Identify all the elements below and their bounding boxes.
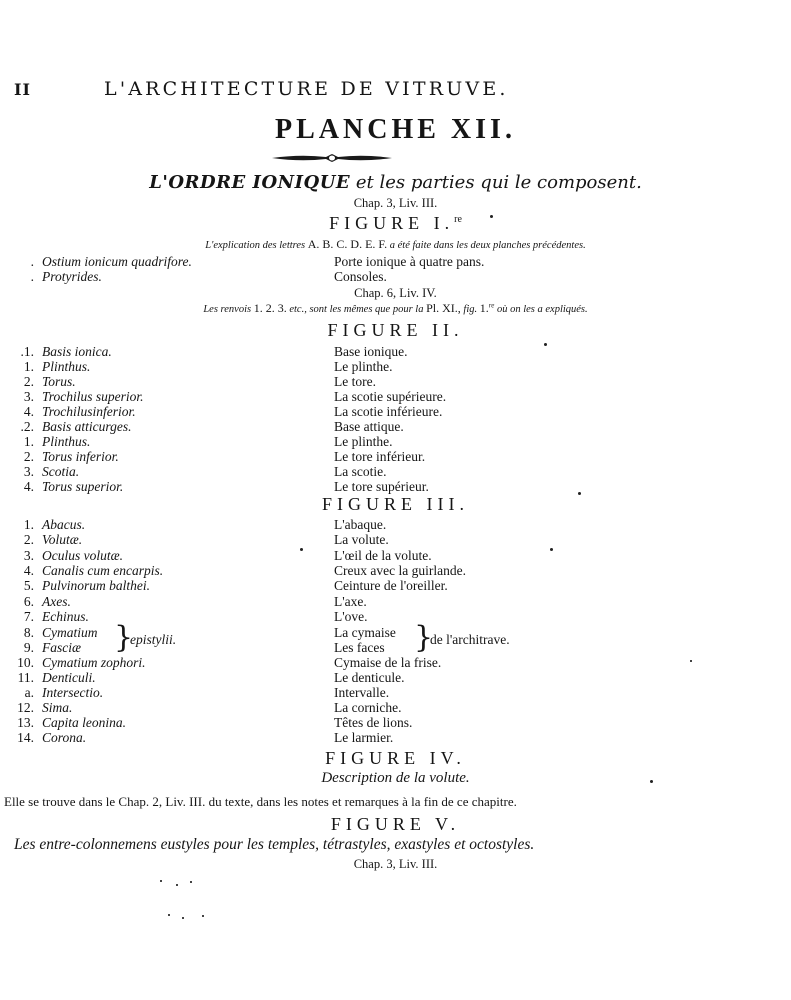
note2-figsup: re (488, 301, 495, 310)
item-french-term: La volute. (334, 532, 389, 548)
item-french-term: Base attique. (334, 419, 404, 434)
item-number: 7. (23, 608, 34, 624)
note1-after: a été faite dans les deux planches précédentes. (389, 240, 586, 251)
scan-speck (550, 548, 553, 551)
item-french-term: Cymaise de la frise. (334, 655, 442, 670)
list-item (0, 479, 791, 494)
item-french-term: L'œil de la volute. (334, 547, 432, 563)
list-item (0, 359, 791, 374)
list-item (0, 254, 791, 269)
list-item (0, 685, 791, 700)
item-latin-term: Pulvinorum balthei. (42, 578, 150, 594)
item-latin-term: Corona. (42, 730, 87, 745)
list-item (0, 578, 791, 593)
figure-1-label: FIGURE I. (329, 213, 455, 233)
item-number: 4. (23, 562, 34, 578)
group-row-9-number: 9. (23, 640, 34, 655)
list-item (0, 563, 791, 578)
scan-speck (160, 880, 162, 882)
item-french-term: Porte ionique à quatre pans. (334, 254, 485, 269)
item-french-term: La scotie. (334, 464, 387, 479)
group-row-8-number: 8. (23, 625, 34, 640)
item-french-term: Creux avec la guirlande. (334, 562, 466, 578)
item-french-term: L'abaque. (334, 517, 387, 532)
chapter-reference-2: Chap. 6, Liv. IV. (354, 286, 437, 300)
item-number: . (30, 254, 34, 269)
item-latin-term: Abacus. (42, 517, 86, 532)
item-latin-term: Intersectio. (42, 685, 104, 700)
figure-4-text: Elle se trouve dans le Chap. 2, Liv. III. du texte, dans les notes et remarques à la fin de ce chapitre. (4, 794, 517, 809)
item-latin-term: Basis ionica. (42, 344, 112, 359)
item-number: 1. (23, 359, 34, 374)
scan-speck (544, 343, 547, 346)
item-latin-term: Axes. (42, 593, 71, 609)
note2-nums: 1. 2. 3. (253, 301, 287, 315)
item-latin-term: Canalis cum encarpis. (42, 562, 164, 578)
item-french-term: L'ove. (334, 608, 368, 624)
item-latin-term: Trochilusinferior. (42, 404, 136, 419)
item-french-term: Têtes de lions. (334, 715, 413, 730)
running-header (0, 78, 791, 102)
item-number: 3. (23, 547, 34, 563)
scan-speck (202, 915, 204, 917)
item-french-term: Le tore supérieur. (334, 479, 429, 494)
group-row-8-french: La cymaise (334, 625, 396, 640)
item-latin-term: Sima. (42, 700, 73, 715)
item-latin-term: Scotia. (42, 464, 80, 479)
order-name: L'ORDRE IONIQUE (149, 172, 351, 193)
list-item (0, 517, 791, 532)
item-latin-term: Basis atticurges. (42, 419, 132, 434)
figure-4-heading: FIGURE IV. (325, 748, 466, 768)
list-item (0, 269, 791, 284)
group-row-8-latin: Cymatium (42, 625, 98, 640)
item-number: .1. (20, 344, 34, 359)
scan-speck (690, 660, 692, 662)
item-latin-term: Torus superior. (42, 479, 124, 494)
item-number: 1. (23, 517, 34, 532)
note1-before: L'explication des lettres (205, 240, 306, 251)
list-item (0, 548, 791, 563)
note2-pl: Pl. XI., (426, 301, 461, 315)
list-item (0, 434, 791, 449)
list-item (0, 700, 791, 715)
list-item (0, 532, 791, 547)
list-item (0, 464, 791, 479)
planche-title: PLANCHE XII. (275, 114, 516, 145)
ornament-divider (270, 152, 394, 164)
scan-speck (168, 914, 170, 916)
item-number: 2. (23, 449, 34, 464)
item-french-term: Intervalle. (334, 685, 390, 700)
page-number: II (14, 80, 31, 99)
list-item (0, 715, 791, 730)
item-number: 3. (23, 464, 34, 479)
item-latin-term: Plinthus. (42, 434, 91, 449)
scan-speck (190, 881, 192, 883)
item-latin-term: Denticuli. (42, 670, 96, 685)
item-french-term: Le plinthe. (334, 434, 393, 449)
item-latin-term: Cymatium zophori. (42, 655, 146, 670)
note2-fig: fig. (463, 304, 478, 315)
item-number: 4. (23, 479, 34, 494)
list-item (0, 389, 791, 404)
item-latin-term: Trochilus superior. (42, 389, 144, 404)
figure-5-heading: FIGURE V. (330, 814, 461, 834)
section-title (0, 172, 791, 193)
item-latin-term: Capita leonina. (42, 715, 126, 730)
item-number: 5. (23, 578, 34, 594)
item-number: 2. (23, 532, 34, 548)
figure-3-heading: FIGURE III. (322, 494, 469, 514)
scan-speck (490, 215, 493, 218)
item-french-term: La scotie supérieure. (334, 389, 447, 404)
item-french-term: Le plinthe. (334, 359, 393, 374)
group-row-9-latin: Fasciæ (42, 640, 81, 655)
item-latin-term: Volutæ. (42, 532, 83, 548)
list-item (0, 419, 791, 434)
item-number: .2. (20, 419, 34, 434)
item-french-term: Le denticule. (334, 670, 405, 685)
chapter-reference-1: Chap. 3, Liv. III. (353, 196, 438, 210)
note-renvois (0, 301, 791, 316)
figure-2-heading: FIGURE II. (327, 320, 464, 340)
item-latin-term: Ostium ionicum quadrifore. (42, 254, 192, 269)
note2-after: où on les a expliqués. (496, 304, 588, 315)
french-brace: } (414, 620, 434, 655)
item-french-term: Base ionique. (334, 344, 408, 359)
item-number: 6. (23, 593, 34, 609)
list-item (0, 730, 791, 745)
item-latin-term: Protyrides. (42, 268, 102, 284)
note-explanation (0, 237, 791, 252)
item-number: 3. (23, 389, 34, 404)
item-number: 2. (23, 374, 34, 389)
item-latin-term: Torus. (42, 374, 76, 389)
item-latin-term: Plinthus. (42, 359, 91, 374)
item-latin-term: Oculus volutæ. (42, 547, 123, 563)
chapter-reference-3: Chap. 3, Liv. III. (353, 857, 438, 871)
group-row-9-french: Les faces (334, 640, 385, 655)
item-number: . (30, 268, 34, 284)
item-number: 10. (17, 655, 34, 670)
scan-speck (182, 917, 184, 919)
list-item (0, 449, 791, 464)
note1-letters: A. B. C. D. E. F. (307, 237, 388, 251)
list-item (0, 655, 791, 670)
list-item (0, 344, 791, 359)
item-french-term: La corniche. (334, 700, 402, 715)
running-title: L'ARCHITECTURE DE VITRUVE. (104, 78, 509, 100)
note2-figno: 1. (479, 301, 489, 315)
scan-speck (650, 780, 653, 783)
item-number: 12. (17, 700, 34, 715)
item-number: 4. (23, 404, 34, 419)
item-french-term: Consoles. (334, 268, 387, 284)
group-latin-suffix: epistylii. (130, 632, 177, 647)
note2-before: Les renvois (203, 304, 252, 315)
item-french-term: Le larmier. (334, 730, 394, 745)
scan-speck (578, 492, 581, 495)
item-number: 11. (17, 670, 34, 685)
item-latin-term: Echinus. (42, 608, 89, 624)
list-item (0, 594, 791, 609)
item-french-term: Le tore. (334, 374, 376, 389)
item-french-term: Ceinture de l'oreiller. (334, 578, 448, 594)
item-number: 13. (17, 715, 34, 730)
item-number: a. (24, 685, 34, 700)
item-french-term: Le tore inférieur. (334, 449, 426, 464)
item-french-term: L'axe. (334, 593, 367, 609)
volute-description-title: Description de la volute. (321, 770, 470, 786)
scan-speck (300, 548, 303, 551)
note2-middle: etc., sont les mêmes que pour la (289, 304, 424, 315)
figure-1-heading (0, 213, 791, 234)
list-item (0, 374, 791, 389)
item-number: 1. (23, 434, 34, 449)
item-french-term: La scotie inférieure. (334, 404, 443, 419)
item-latin-term: Torus inferior. (42, 449, 119, 464)
list-item (0, 404, 791, 419)
item-number: 14. (17, 730, 34, 745)
list-item (0, 670, 791, 685)
entre-colonnemens-title: Les entre-colonnemens eustyles pour les temples, tétrastyles, exastyles et octostyles. (14, 836, 535, 853)
latin-brace: } (114, 620, 134, 655)
group-french-suffix: de l'architrave. (430, 632, 510, 647)
figure-1-sup: re (454, 214, 462, 225)
scan-speck (176, 884, 178, 886)
section-title-rest: et les parties qui le composent. (355, 172, 642, 193)
